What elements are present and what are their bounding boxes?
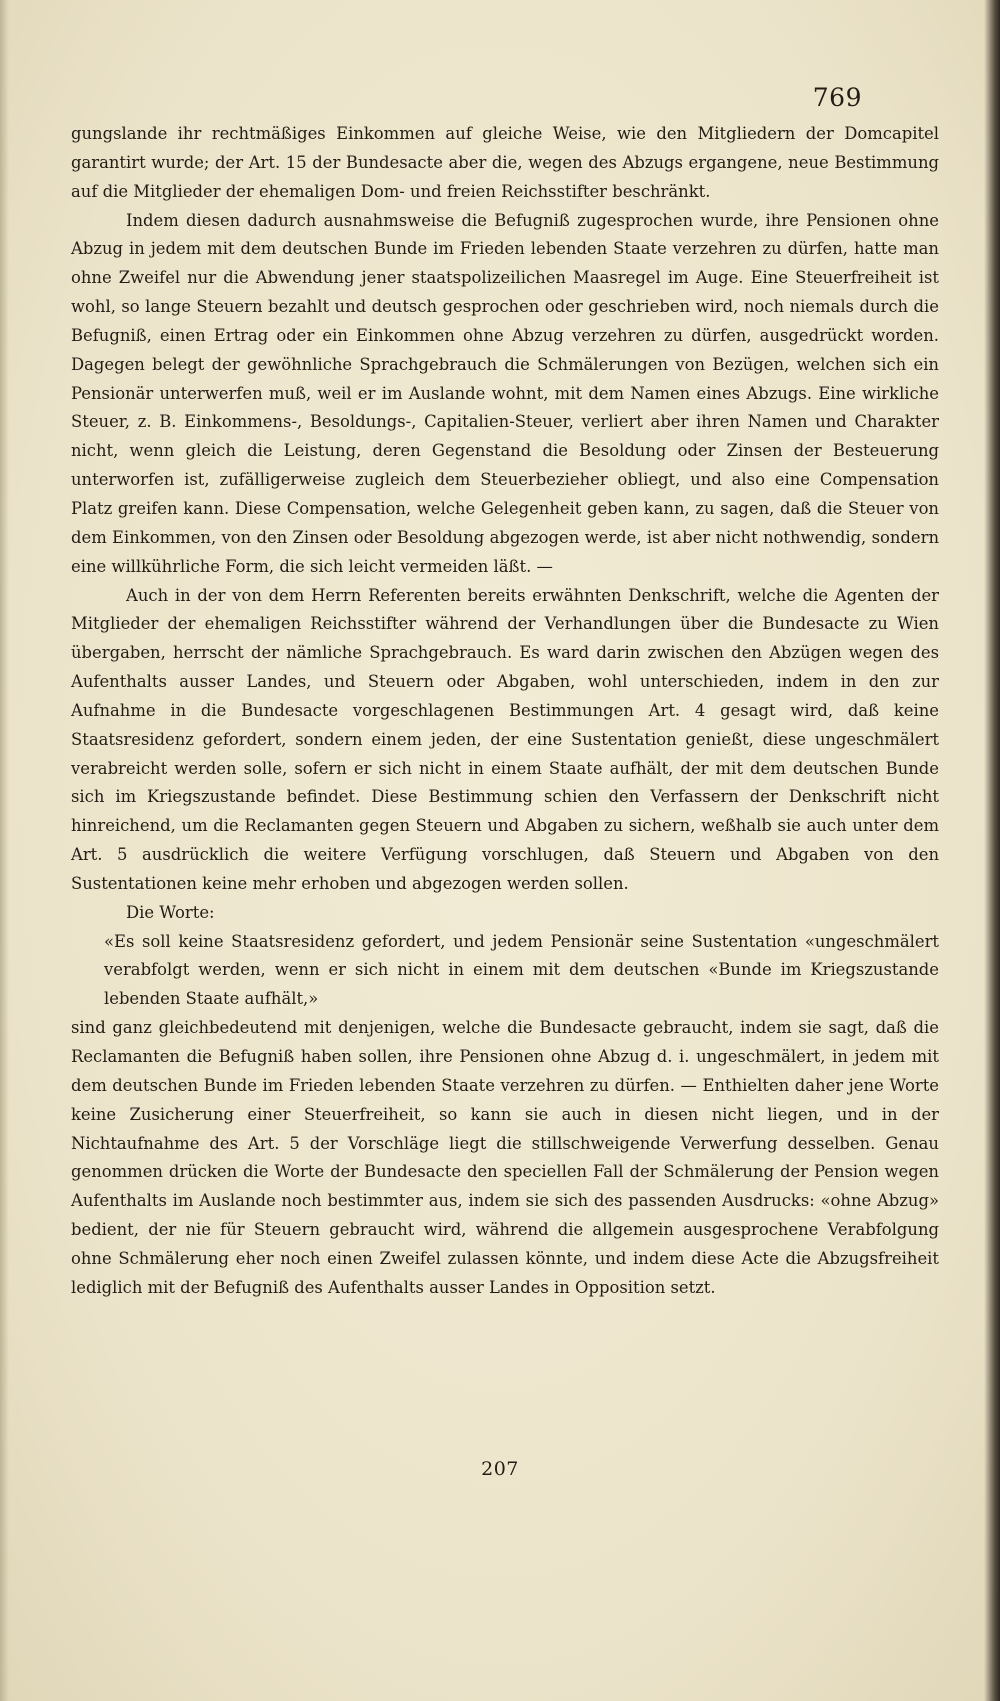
- printer-signature-mark: 207: [481, 1458, 519, 1480]
- page-edge-shadow-right: [984, 0, 1000, 1701]
- body-text: [71, 120, 939, 1303]
- paragraph-continuation-top: gungslande ihr rechtmäßiges Einkommen auf gleiche Weise, wie den Mitgliedern der Domcapitel garantirt wurde; der Art. 15 der Bundesacte aber die, wegen des Abzugs ergangene, neue Bestimmung auf die Mitglieder der ehemaligen Dom- und freien Reichsstifter beschränkt.: [71, 124, 939, 201]
- block-quote: «Es soll keine Staatsresidenz gefordert, und jedem Pensionär seine Sustentation «ungeschmälert verabfolgt werden, wenn er sich nicht in einem mit dem deutschen «Bunde im Kriegszustande lebenden Staate aufhält,»: [104, 931, 939, 1009]
- paragraph-denkschrift: Auch in der von dem Herrn Referenten bereits erwähnten Denkschrift, welche die Agenten der Mitglieder der ehemaligen Reichsstifter während der Verhandlungen über die Bundesacte zu Wien übergaben, herrscht der nämliche Sprachgebrauch. Es ward darin zwischen den Abzügen wegen des Aufenthalts ausser Landes, und Steuern oder Abgaben, wohl unterschieden, indem in den zur Aufnahme in die Bundesacte vorgeschlagenen Bestimmungen Art. 4 gesagt wird, daß keine Staatsresidenz gefordert, sondern einem jeden, der eine Sustentation genießt, diese ungeschmälert verabreicht werden solle, sofern er sich nicht in einem Staate aufhält, der mit dem deutschen Bunde sich im Kriegszustande befindet. Diese Bestimmung schien den Verfassern der Denkschrift nicht hinreichend, um die Reclamanten gegen Steuern und Abgaben zu sichern, weßhalb sie auch unter dem Art. 5 ausdrücklich die weitere Verfügung vorschlugen, daß Steuern und Abgaben von den Sustentationen keine mehr erhoben und abgezogen werden sollen.: [71, 585, 939, 893]
- paragraph-die-worte: Die Worte:: [126, 902, 215, 922]
- page-edge-shadow-left: [0, 0, 9, 1701]
- paragraph-conclusion: sind ganz gleichbedeutend mit denjenigen, welche die Bundesacte gebraucht, indem sie sagt, daß die Reclamanten die Befugniß haben sollen, ihre Pensionen ohne Abzug d. i. ungeschmälert, in jedem mit dem deutschen Bunde im Frieden lebenden Staate verzehren zu dürfen. — Enthielten daher jene Worte keine Zusicherung einer Steuerfreiheit, so kann sie auch in diesen nicht liegen, und in der Nichtaufnahme des Art. 5 der Vorschläge liegt die stillschweigende Verwerfung desselben. Genau genommen drücken die Worte der Bundesacte den speciellen Fall der Schmälerung der Pension wegen Aufenthalts im Auslande noch bestimmter aus, indem sie sich des passenden Ausdrucks: «ohne Abzug» bedient, der nie für Steuern gebraucht wird, während die allgemein ausgesprochene Verabfolgung ohne Schmälerung eher noch einen Zweifel zulassen könnte, und indem diese Acte die Abzugsfreiheit lediglich mit der Befugniß des Aufenthalts ausser Landes in Opposition setzt.: [71, 1018, 939, 1297]
- page-number: 769: [812, 83, 862, 112]
- paragraph-abzug-pensionen: Indem diesen dadurch ausnahmsweise die Befugniß zugesprochen wurde, ihre Pensionen ohne Abzug in jedem mit dem deutschen Bunde im Frieden lebenden Staate verzehren zu dürfen, hatte man ohne Zweifel nur die Abwendung jener staatspolizeilichen Maasregel im Auge. Eine Steuerfreiheit ist wohl, so lange Steuern bezahlt und deutsch gesprochen oder geschrieben wird, noch niemals durch die Befugniß, einen Ertrag oder ein Einkommen ohne Abzug verzehren zu dürfen, ausgedrückt worden. Dagegen belegt der gewöhnliche Sprachgebrauch die Schmälerungen von Bezügen, welchen sich ein Pensionär unterwerfen muß, weil er im Auslande wohnt, mit dem Namen eines Abzugs. Eine wirkliche Steuer, z. B. Einkommens-, Besoldungs-, Capitalien-Steuer, verliert aber ihren Namen und Charakter nicht, wenn gleich die Leistung, deren Gegenstand die Besoldung oder Zinsen der Besteuerung unterworfen ist, zufälligerweise zugleich dem Steuerbezieher obliegt, und also eine Compensation Platz greifen kann. Diese Compensation, welche Gelegenheit geben kann, zu sagen, daß die Steuer von dem Einkommen, von den Zinsen oder Besoldung abgezogen werde, ist aber nicht nothwendig, sondern eine willkührliche Form, die sich leicht vermeiden läßt. —: [71, 210, 939, 576]
